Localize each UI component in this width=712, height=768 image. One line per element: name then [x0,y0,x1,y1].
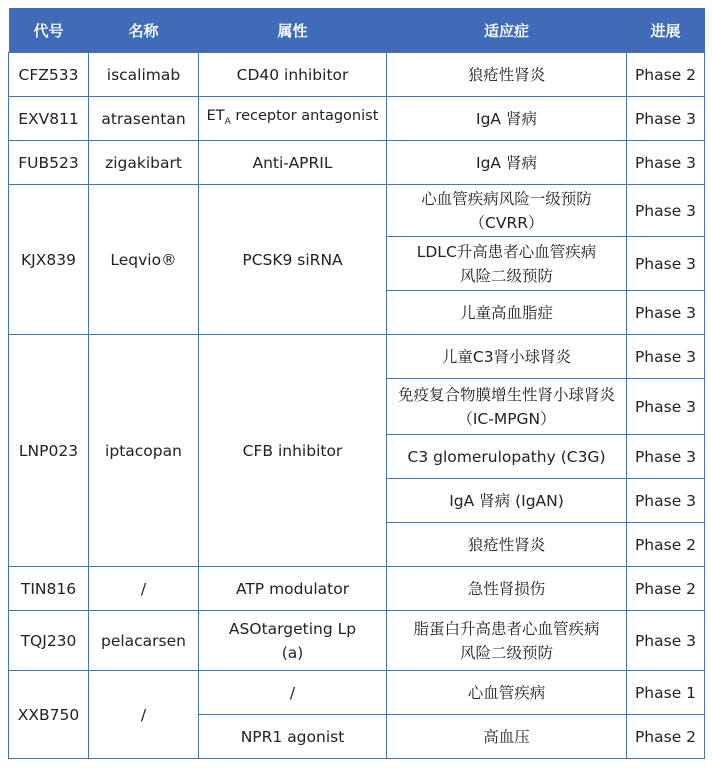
drug-attribute: / [199,671,387,715]
drug-attribute: ATP modulator [199,567,387,611]
table-header-row [9,8,705,53]
indication: 高血压 [387,715,627,759]
indication: 儿童高血脂症 [387,291,627,335]
indication: 儿童C3肾小球肾炎 [387,335,627,379]
drug-name: Leqvio® [89,185,199,335]
phase: Phase 3 [627,435,705,479]
phase: Phase 3 [627,379,705,435]
indication: IgA 肾病 [387,97,627,141]
table-row [9,53,705,97]
phase: Phase 3 [627,185,705,237]
drug-code: FUB523 [9,141,89,185]
indication: 心血管疾病风险一级预防 （CVRR） [387,185,627,237]
phase: Phase 2 [627,53,705,97]
header-name: 名称 [89,8,199,53]
attribute-subscript: A [224,116,231,127]
indication: IgA 肾病 [387,141,627,185]
attribute-suffix: receptor antagonist [230,107,379,124]
table-row [9,335,705,379]
drug-name: iscalimab [89,53,199,97]
attribute-prefix: ET [206,107,225,124]
table-row [9,141,705,185]
drug-code: LNP023 [9,335,89,567]
drug-attribute: ASOtargeting Lp (a) [199,611,387,671]
header-attribute: 属性 [199,8,387,53]
drug-name: atrasentan [89,97,199,141]
header-code: 代号 [9,8,89,53]
phase: Phase 3 [627,141,705,185]
drug-name: iptacopan [89,335,199,567]
drug-name: / [89,567,199,611]
pipeline-table [8,8,705,759]
indication: LDLC升高患者心血管疾病 风险二级预防 [387,237,627,291]
indication: 心血管疾病 [387,671,627,715]
drug-attribute: PCSK9 siRNA [199,185,387,335]
indication: 免疫复合物膜增生性肾小球肾炎 （IC-MPGN） [387,379,627,435]
phase: Phase 3 [627,611,705,671]
indication: 狼疮性肾炎 [387,523,627,567]
phase: Phase 1 [627,671,705,715]
drug-attribute: CFB inhibitor [199,335,387,567]
phase: Phase 2 [627,567,705,611]
indication: IgA 肾病 (IgAN) [387,479,627,523]
drug-attribute: Anti-APRIL [199,141,387,185]
phase: Phase 2 [627,523,705,567]
drug-name: zigakibart [89,141,199,185]
drug-code: TQJ230 [9,611,89,671]
indication: 狼疮性肾炎 [387,53,627,97]
phase: Phase 2 [627,715,705,759]
drug-attribute: NPR1 agonist [199,715,387,759]
drug-code: TIN816 [9,567,89,611]
header-phase: 进展 [627,8,705,53]
header-indication: 适应症 [387,8,627,53]
indication: C3 glomerulopathy (C3G) [387,435,627,479]
table-row [9,611,705,671]
indication: 急性肾损伤 [387,567,627,611]
phase: Phase 3 [627,97,705,141]
phase: Phase 3 [627,237,705,291]
drug-code: EXV811 [9,97,89,141]
phase: Phase 3 [627,479,705,523]
phase: Phase 3 [627,291,705,335]
drug-attribute: CD40 inhibitor [199,53,387,97]
drug-name: / [89,671,199,759]
drug-code: KJX839 [9,185,89,335]
table-row [9,97,705,141]
table-row [9,185,705,237]
drug-code: CFZ533 [9,53,89,97]
indication: 脂蛋白升高患者心血管疾病 风险二级预防 [387,611,627,671]
table-row [9,671,705,715]
phase: Phase 3 [627,335,705,379]
drug-name: pelacarsen [89,611,199,671]
drug-attribute [199,97,387,141]
pipeline-table-container [8,8,704,759]
drug-code: XXB750 [9,671,89,759]
table-row [9,567,705,611]
